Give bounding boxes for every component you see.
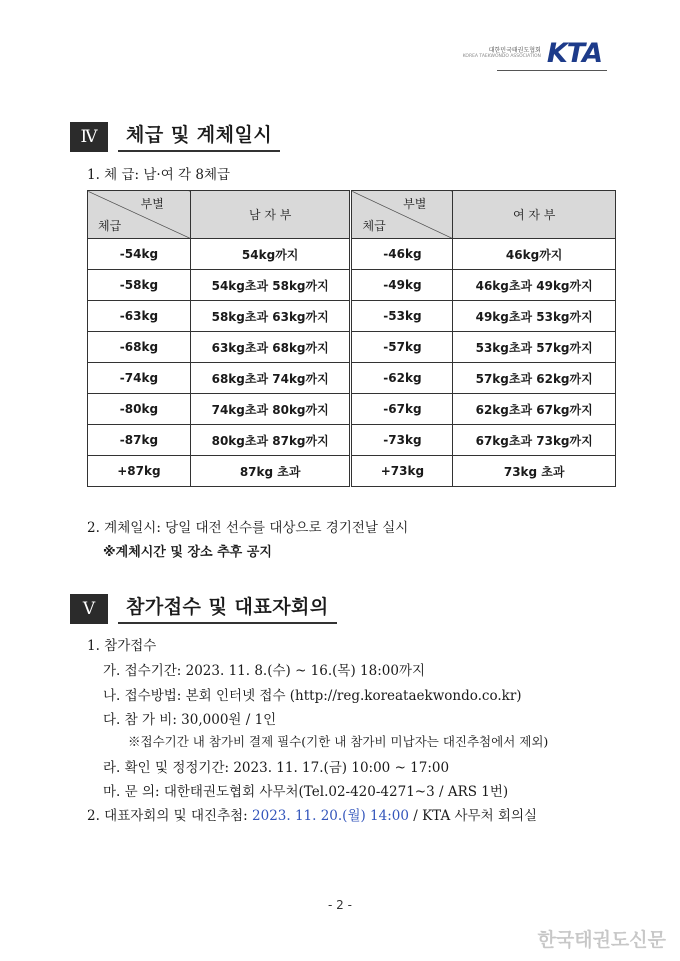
male-class: -63kg [88, 301, 191, 332]
male-range: 58kg초과 63kg까지 [190, 301, 351, 332]
male-range: 68kg초과 74kg까지 [190, 363, 351, 394]
header-division-class-male [88, 191, 191, 239]
table-row [88, 456, 616, 487]
male-range: 63kg초과 68kg까지 [190, 332, 351, 363]
logo-org-en: KOREA TAEKWONDO ASSOCIATION [462, 54, 541, 60]
male-range: 54kg까지 [190, 239, 351, 270]
female-class: -62kg [351, 363, 453, 394]
registration-method: 나. 접수방법: 본회 인터넷 접수 (http://reg.koreataekwondo.co.kr) [103, 688, 522, 704]
header-female: 여 자 부 [453, 191, 616, 239]
registration-period: 가. 접수기간: 2023. 11. 8.(수) ~ 16.(목) 18:00까지 [103, 663, 425, 679]
weight-class-table [87, 190, 616, 487]
page-number: - 2 - [328, 898, 352, 912]
female-class: -73kg [351, 425, 453, 456]
table-row [88, 239, 616, 270]
meeting-item [87, 804, 537, 824]
table-row [88, 363, 616, 394]
table-row [88, 425, 616, 456]
male-class: -74kg [88, 363, 191, 394]
female-range: 62kg초과 67kg까지 [453, 394, 616, 425]
meeting-date: 2023. 11. 20.(월) 14:00 [252, 808, 409, 824]
female-class: -46kg [351, 239, 453, 270]
female-class: -57kg [351, 332, 453, 363]
inquiry-contact: 마. 문 의: 대한태권도협회 사무처(Tel.02-420-4271~3 / ARS 1번) [103, 784, 509, 800]
male-range: 54kg초과 58kg까지 [190, 270, 351, 301]
header-division-class-female [351, 191, 453, 239]
female-class: -49kg [351, 270, 453, 301]
weigh-in-note: ※계체시간 및 장소 추후 공지 [103, 545, 272, 560]
table-row [88, 394, 616, 425]
male-range: 87kg 초과 [190, 456, 351, 487]
header-male: 남 자 부 [190, 191, 351, 239]
female-range: 46kg초과 49kg까지 [453, 270, 616, 301]
logo-mark: KTA [546, 38, 602, 69]
male-range: 80kg초과 87kg까지 [190, 425, 351, 456]
section-4-number: Ⅳ [70, 122, 108, 152]
female-range: 49kg초과 53kg까지 [453, 301, 616, 332]
male-class: -58kg [88, 270, 191, 301]
female-range: 53kg초과 57kg까지 [453, 332, 616, 363]
registration-item: 1. 참가접수 [87, 638, 157, 654]
registration-fee: 다. 참 가 비: 30,000원 / 1인 [103, 712, 277, 728]
male-class: -87kg [88, 425, 191, 456]
male-class: -68kg [88, 332, 191, 363]
confirmation-period: 라. 확인 및 정정기간: 2023. 11. 17.(금) 10:00 ~ 17:00 [103, 760, 450, 776]
male-class: +87kg [88, 456, 191, 487]
logo-org-text [463, 47, 541, 61]
kta-logo [463, 38, 602, 69]
logo-org-kr: 대한민국태권도협회 [488, 46, 541, 54]
header-division: 부별 [140, 197, 164, 211]
table-header-row [88, 191, 616, 239]
weight-class-item: 1. 체 급: 남·여 각 8체급 [87, 167, 231, 183]
meeting-place: / KTA 사무처 회의실 [408, 808, 538, 824]
female-range: 67kg초과 73kg까지 [453, 425, 616, 456]
section-5-title: 참가접수 및 대표자회의 [118, 592, 337, 624]
section-4-heading [70, 120, 280, 152]
table-row [88, 332, 616, 363]
weigh-in-item: 2. 계체일시: 당일 대전 선수를 대상으로 경기전날 실시 [87, 520, 409, 536]
male-class: -80kg [88, 394, 191, 425]
female-class: -53kg [351, 301, 453, 332]
table-row [88, 270, 616, 301]
header-rule [497, 70, 607, 71]
registration-fee-note: ※접수기간 내 참가비 결제 필수(기한 내 참가비 미납자는 대진추첨에서 제외) [128, 734, 549, 749]
section-5-heading [70, 592, 337, 624]
female-range: 46kg까지 [453, 239, 616, 270]
header-class: 체급 [98, 219, 122, 233]
header-class: 체급 [362, 219, 386, 233]
male-class: -54kg [88, 239, 191, 270]
header-division: 부별 [403, 197, 427, 211]
meeting-label: 2. 대표자회의 및 대진추첨: [87, 808, 253, 824]
female-range: 73kg 초과 [453, 456, 616, 487]
female-class: -67kg [351, 394, 453, 425]
section-5-number: Ⅴ [70, 594, 108, 624]
table-row [88, 301, 616, 332]
male-range: 74kg초과 80kg까지 [190, 394, 351, 425]
female-class: +73kg [351, 456, 453, 487]
female-range: 57kg초과 62kg까지 [453, 363, 616, 394]
watermark: 한국태권도신문 [537, 929, 666, 951]
section-4-title: 체급 및 계체일시 [118, 120, 280, 152]
